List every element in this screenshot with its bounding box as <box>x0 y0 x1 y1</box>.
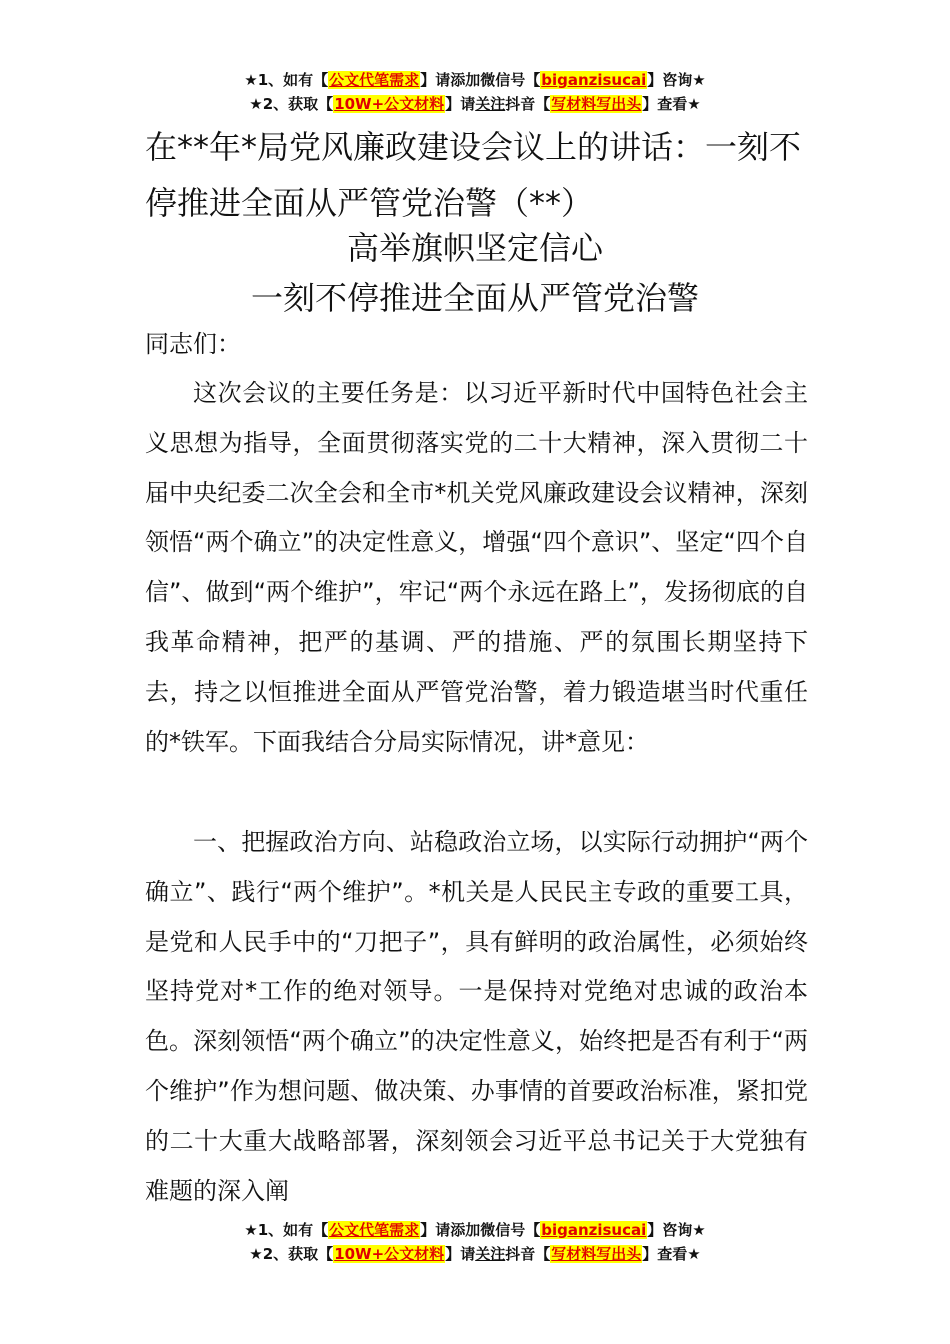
ad-line-1-prefix: ★1、如有【 <box>244 1221 329 1239</box>
ad-line-2 <box>0 92 950 116</box>
ad-follow-underlined: 关注 <box>475 95 506 113</box>
ad-line-2-suffix: 】查看★ <box>642 1245 701 1263</box>
ad-service-highlight: 公文代笔需求 <box>329 1221 420 1239</box>
ad-line-2 <box>0 1242 950 1266</box>
ad-line-2-mid: 】请 <box>445 95 476 113</box>
ad-line-1-prefix: ★1、如有【 <box>244 71 329 89</box>
ad-materials-highlight: 10W+公文材料 <box>334 95 445 113</box>
ad-line-2-prefix: ★2、获取【 <box>249 1245 334 1263</box>
ad-line-1 <box>0 1218 950 1242</box>
ad-line-1-suffix: 】咨询★ <box>647 71 706 89</box>
ad-follow-underlined: 关注 <box>475 1245 506 1263</box>
ad-line-2-mid2: 抖音【 <box>505 95 551 113</box>
ad-line-2-mid2: 抖音【 <box>505 1245 551 1263</box>
document-title: 在**年*局党风廉政建设会议上的讲话：一刻不停推进全面从严管党治警（**） <box>145 128 802 222</box>
ad-line-1-suffix: 】咨询★ <box>647 1221 706 1239</box>
ad-douyin-account-highlight: 写材料写出头 <box>551 95 642 113</box>
ad-douyin-account-highlight: 写材料写出头 <box>551 1245 642 1263</box>
footer-ad-banner <box>0 1218 950 1266</box>
ad-service-highlight: 公文代笔需求 <box>329 71 420 89</box>
ad-line-2-mid: 】请 <box>445 1245 476 1263</box>
subtitle-line-2: 一刻不停推进全面从严管党治警 <box>250 279 699 317</box>
paragraph-1: 这次会议的主要任务是：以习近平新时代中国特色社会主义思想为指导，全面贯彻落实党的二十大精神，深入贯彻二十届中央纪委二次全会和全市*机关党风廉政建设会议精神，深刻领悟“两个确立”的决定性意义，增强“四个意识”、坚定“四个自信”、做到“两个维护”，牢记“两个永远在路上”，发扬彻底的自我革命精神，把严的基调、严的措施、严的氛围长期坚持下去，持之以恒推进全面从严管党治警，着力锻造堪当时代重任的*铁军。下面我结合分局实际情况，讲*意见： <box>145 379 808 756</box>
ad-wechat-id-highlight: biganzisucai <box>541 71 647 89</box>
paragraph-2: 一、把握政治方向、站稳政治立场，以实际行动拥护“两个确立”、践行“两个维护”。*机关是人民民主专政的重要工具，是党和人民手中的“刀把子”，具有鲜明的政治属性，必须始终坚持党对*工作的绝对领导。一是保持对党绝对忠诚的政治本色。深刻领悟“两个确立”的决定性意义，始终把是否有利于“两个维护”作为想问题、做决策、办事情的首要政治标准，紧扣党的二十大重大战略部署，深刻领会习近平总书记关于大党独有难题的深入阐 <box>145 828 808 1205</box>
ad-wechat-id-highlight: biganzisucai <box>541 1221 647 1239</box>
ad-materials-highlight: 10W+公文材料 <box>334 1245 445 1263</box>
ad-line-1-mid: 】请添加微信号【 <box>420 1221 541 1239</box>
ad-line-1 <box>0 68 950 92</box>
ad-line-1-mid: 】请添加微信号【 <box>420 71 541 89</box>
subtitle-line-1: 高举旗帜坚定信心 <box>346 229 603 267</box>
ad-line-2-suffix: 】查看★ <box>642 95 701 113</box>
header-ad-banner <box>0 68 950 116</box>
ad-line-2-prefix: ★2、获取【 <box>249 95 334 113</box>
salutation: 同志们： <box>145 330 241 358</box>
